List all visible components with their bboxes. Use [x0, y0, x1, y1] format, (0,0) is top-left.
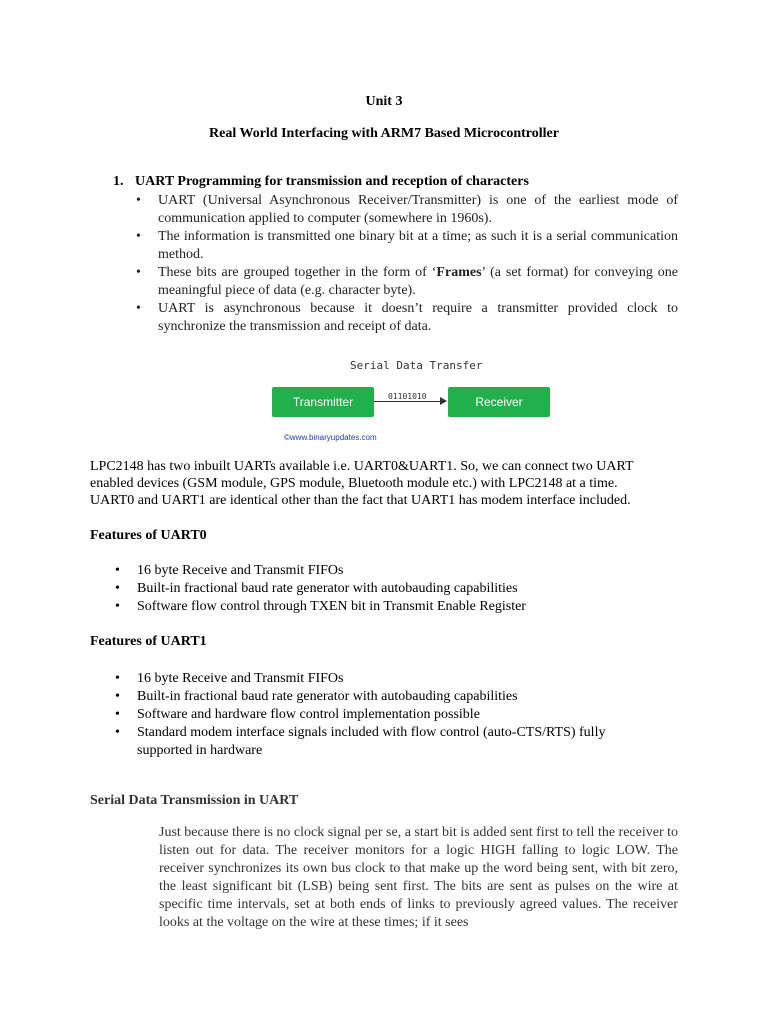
list-item: • 16 byte Receive and Transmit FIFOs	[115, 671, 344, 686]
uart1-feature-list	[115, 670, 677, 760]
lpc-para-1: LPC2148 has two inbuilt UARTs available i.e. UART0&UART1. So, we can connect two UART enabled devices (GSM module, GPS module, Bluetooth module etc.) with LPC2148 at a time.	[90, 459, 634, 491]
uart0-feature-list	[115, 562, 677, 616]
intro-bullet-list	[136, 192, 678, 336]
list-item: • Built-in fractional baud rate generator with autobauding capabilities	[115, 689, 518, 704]
bullet-icon: •	[136, 301, 141, 316]
list-item: • Built-in fractional baud rate generator with autobauding capabilities	[115, 581, 518, 596]
bit-sequence: 01101010	[388, 392, 427, 401]
list-item: • Standard modem interface signals included with flow control (auto-CTS/RTS) fully supported in hardware	[115, 725, 606, 758]
section-heading: UART Programming for transmission and reception of characters	[135, 174, 529, 189]
list-item: • 16 byte Receive and Transmit FIFOs	[115, 563, 344, 578]
bullet-icon: •	[115, 707, 120, 722]
serial-transmission-heading: Serial Data Transmission in UART	[90, 793, 299, 808]
transmitter-box: Transmitter	[272, 387, 374, 417]
bullet-icon: •	[136, 193, 141, 208]
list-item: • UART (Universal Asynchronous Receiver/Transmitter) is one of the earliest mode of communication applied to computer (somewhere in 1960s).	[136, 193, 678, 226]
serial-data-transfer-diagram	[270, 355, 550, 445]
bullet-icon: •	[115, 725, 120, 740]
bullet-icon: •	[136, 229, 141, 244]
list-item: • These bits are grouped together in the form of ‘Frames’ (a set format) for conveying one meaningful piece of data (e.g. character byte).	[136, 265, 678, 298]
diagram-title: Serial Data Transfer	[350, 359, 483, 372]
serial-transmission-paragraph: Just because there is no clock signal per se, a start bit is added sent first to tell the receiver to listen out for data. The receiver monitors for a logic HIGH falling to logic LOW. The receiver synchronizes its own bus clock to that make up the word being sent, with bit zero, the least significant bit (LSB) being sent first. The bits are sent as pulses on the wire at specific time intervals, set at both ends of links to previously agreed values. The receiver looks at the voltage on the wire at these times; if it sees	[159, 825, 679, 930]
bullet-icon: •	[115, 671, 120, 686]
receiver-box: Receiver	[448, 387, 550, 417]
frames-term: Frames	[436, 265, 482, 280]
bullet-icon: •	[115, 581, 120, 596]
unit-title: Unit 3	[365, 94, 403, 109]
section-number: 1.	[113, 174, 124, 189]
lpc-para-2: UART0 and UART1 are identical other than the fact that UART1 has modem interface included.	[90, 493, 631, 508]
watermark-text: ©www.binaryupdates.com	[284, 433, 377, 442]
bullet-icon: •	[115, 563, 120, 578]
document-subtitle: Real World Interfacing with ARM7 Based Microcontroller	[209, 126, 559, 141]
uart1-heading: Features of UART1	[90, 634, 207, 649]
list-item: • Software and hardware flow control implementation possible	[115, 707, 480, 722]
bullet-icon: •	[136, 265, 141, 280]
bullet-icon: •	[115, 599, 120, 614]
list-item: • UART is asynchronous because it doesn’t require a transmitter provided clock to synchronize the transmission and receipt of data.	[136, 301, 678, 334]
list-item: • The information is transmitted one binary bit at a time; as such it is a serial communication method.	[136, 229, 678, 262]
arrow-right-icon	[440, 397, 447, 405]
list-item: • Software flow control through TXEN bit in Transmit Enable Register	[115, 599, 526, 614]
lpc-description	[90, 458, 680, 509]
uart0-heading: Features of UART0	[90, 528, 207, 543]
bullet-icon: •	[115, 689, 120, 704]
